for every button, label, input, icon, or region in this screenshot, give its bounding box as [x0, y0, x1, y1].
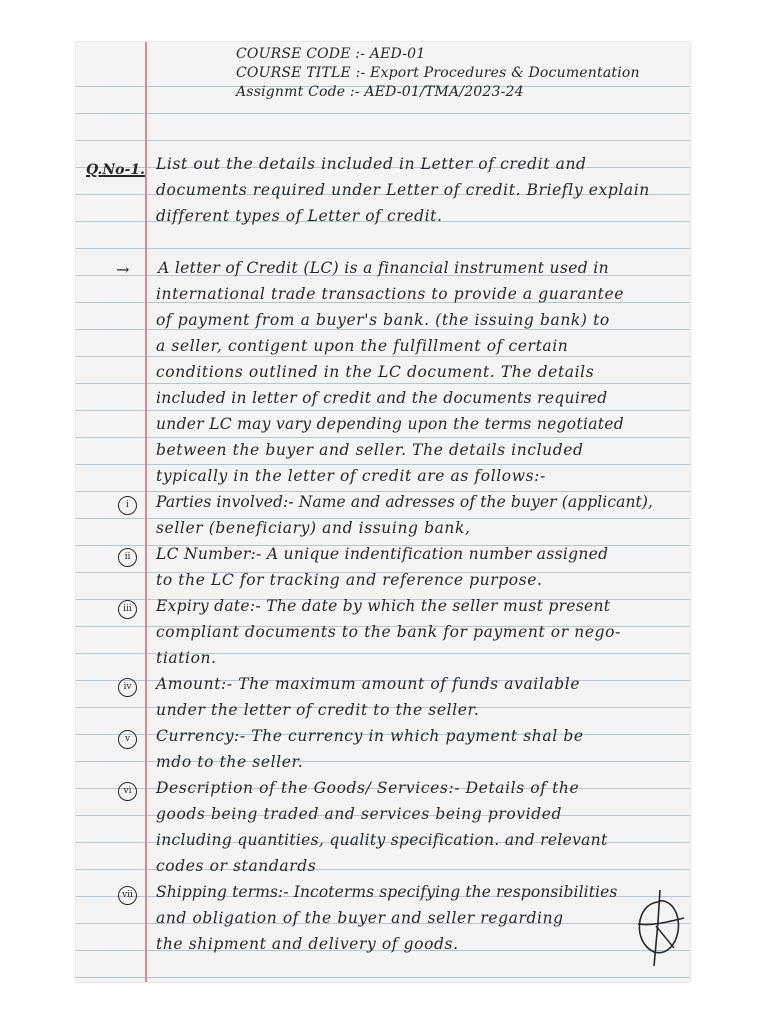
item-number-badge: i [118, 496, 137, 515]
list-item-line: under the letter of credit to the seller. [156, 701, 480, 719]
item-number-badge: vi [118, 782, 137, 801]
answer-arrow-icon: → [116, 260, 130, 279]
question-number: Q.No-1. [86, 162, 145, 178]
answer-line: included in letter of credit and the documents required [156, 389, 608, 407]
answer-line: a seller, contigent upon the fulfillment of certain [156, 337, 569, 355]
list-item-line: to the LC for tracking and reference purpose. [156, 571, 543, 589]
answer-line: international trade transactions to provide a guarantee [156, 285, 625, 303]
answer-line: A letter of Credit (LC) is a financial instrument used in [158, 259, 609, 277]
course-code: COURSE CODE :- AED-01 [236, 46, 426, 62]
list-item-line: codes or standards [156, 857, 317, 875]
margin-line [145, 42, 147, 982]
answer-line: under LC may vary depending upon the terms negotiated [156, 415, 624, 433]
list-item-line: compliant documents to the bank for payment or nego- [156, 623, 621, 641]
answer-line: between the buyer and seller. The details included [156, 441, 584, 459]
list-item-line: Amount:- The maximum amount of funds available [156, 675, 581, 693]
list-item-line: Expiry date:- The date by which the seller must present [156, 597, 611, 615]
signature-initials-icon [628, 882, 688, 972]
list-item-line: Shipping terms:- Incoterms specifying the responsibilities [156, 883, 618, 901]
answer-line: typically in the letter of credit are as follows:- [156, 467, 546, 485]
item-number-badge: ii [118, 548, 137, 567]
item-number-badge: vii [118, 886, 137, 905]
item-number-badge: v [118, 730, 137, 749]
list-item-line: seller (beneficiary) and issuing bank, [156, 519, 471, 537]
answer-line: conditions outlined in the LC document. The details [156, 363, 595, 381]
list-item-line: Description of the Goods/ Services:- Details of the [156, 779, 580, 797]
list-item-line: tiation. [156, 649, 217, 667]
course-header [236, 45, 640, 102]
item-number-badge: iv [118, 678, 137, 697]
question-line: List out the details included in Letter of credit and [156, 155, 587, 173]
course-title: COURSE TITLE :- Export Procedures & Documentation [236, 65, 640, 81]
item-number-badge: iii [118, 600, 137, 619]
list-item-line: mdo to the seller. [156, 753, 304, 771]
list-item-line: LC Number:- A unique indentification number assigned [156, 545, 609, 563]
question-line: documents required under Letter of credit. Briefly explain [156, 181, 650, 199]
list-item-line: and obligation of the buyer and seller regarding [156, 909, 564, 927]
answer-line: of payment from a buyer's bank. (the issuing bank) to [156, 311, 610, 329]
list-item-line: including quantities, quality specification. and relevant [156, 831, 608, 849]
list-item-line: Parties involved:- Name and adresses of the buyer (applicant), [156, 493, 654, 511]
assignment-code: Assignmt Code :- AED-01/TMA/2023-24 [236, 84, 524, 100]
list-item-line: Currency:- The currency in which payment shal be [156, 727, 584, 745]
question-line: different types of Letter of credit. [156, 207, 443, 225]
list-item-line: goods being traded and services being provided [156, 805, 563, 823]
notebook-page [76, 42, 690, 982]
list-item-line: the shipment and delivery of goods. [156, 935, 459, 953]
